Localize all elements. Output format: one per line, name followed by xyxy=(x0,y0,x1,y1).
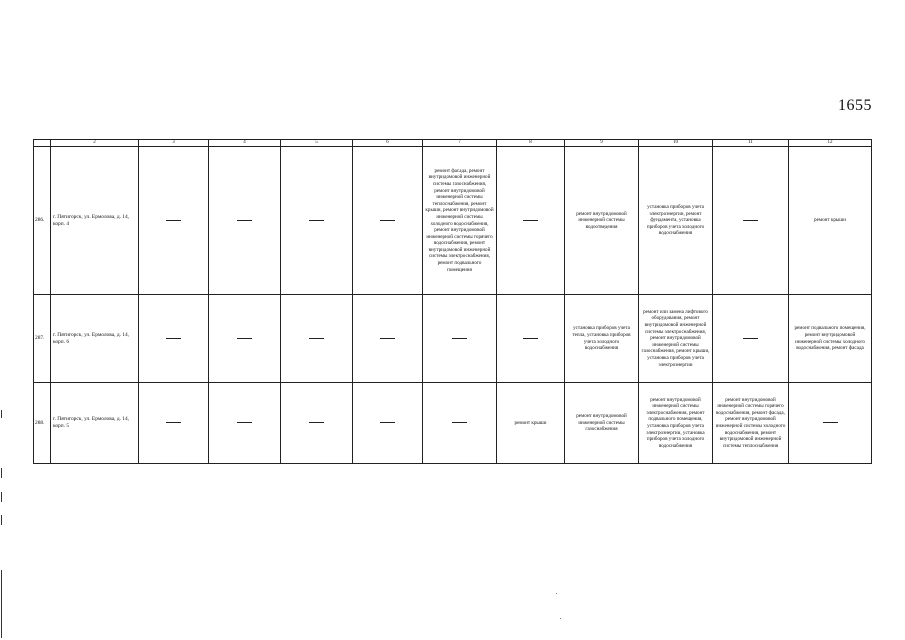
empty-dash xyxy=(380,422,395,423)
cell-col-9: ремонт внутридомовой инженерной системы водоотведения xyxy=(565,147,639,295)
address-cell: г. Пятигорск, ул. Ермолова, д. 14, корп. 6 xyxy=(51,295,139,383)
column-header: 11 xyxy=(713,140,789,147)
row-number: 288. xyxy=(34,383,51,464)
empty-dash xyxy=(523,220,538,221)
cell-col-12 xyxy=(789,383,872,464)
column-header: 5 xyxy=(281,140,353,147)
cell-col-11 xyxy=(713,147,789,295)
table-row xyxy=(34,147,872,295)
cell-col-8 xyxy=(497,295,565,383)
cell-col-3 xyxy=(139,147,209,295)
cell-col-3 xyxy=(139,295,209,383)
cell-col-7 xyxy=(423,383,497,464)
empty-dash xyxy=(309,220,324,221)
scan-edge-mark xyxy=(1,410,2,418)
empty-dash xyxy=(452,422,467,423)
column-header: 6 xyxy=(353,140,423,147)
empty-dash xyxy=(166,338,181,339)
cell-col-6 xyxy=(353,147,423,295)
empty-dash xyxy=(166,220,181,221)
cell-col-9: установка приборов учета тепла, установка приборов учета холодного водоснабжения xyxy=(565,295,639,383)
cell-col-11: ремонт внутридомовой инженерной системы горячего водоснабжения, ремонт фасада, ремонт внутридомовой инженерной системы холодного водоснабжения, ремонт внутридомовой инженерной системы теплоснабжения xyxy=(713,383,789,464)
page-number: 1655 xyxy=(838,97,872,114)
row-number: 286. xyxy=(34,147,51,295)
table-row xyxy=(34,295,872,383)
cell-col-8: ремонт крыши xyxy=(497,383,565,464)
cell-col-6 xyxy=(353,295,423,383)
cell-col-4 xyxy=(209,147,281,295)
address-cell: г. Пятигорск, ул. Ермолова, д. 14, корп. 5 xyxy=(51,383,139,464)
cell-col-3 xyxy=(139,383,209,464)
empty-dash xyxy=(237,422,252,423)
empty-dash xyxy=(743,338,758,339)
column-header: 4 xyxy=(209,140,281,147)
column-header: 3 xyxy=(139,140,209,147)
cell-col-8 xyxy=(497,147,565,295)
scan-speck xyxy=(556,593,557,594)
cell-col-5 xyxy=(281,147,353,295)
cell-col-4 xyxy=(209,383,281,464)
column-header: 10 xyxy=(639,140,713,147)
empty-dash xyxy=(380,220,395,221)
empty-dash xyxy=(452,338,467,339)
address-cell: г. Пятигорск, ул. Ермолова, д. 14, корп. 4 xyxy=(51,147,139,295)
scan-edge-mark xyxy=(1,468,2,478)
cell-col-6 xyxy=(353,383,423,464)
scan-edge-mark xyxy=(1,570,2,638)
empty-dash xyxy=(166,422,181,423)
cell-col-10: установка приборов учета электроэнергии, ремонт фундамента, установка приборов учета холодного водоснабжения xyxy=(639,147,713,295)
housing-repair-table xyxy=(33,139,872,464)
column-header: 12 xyxy=(789,140,872,147)
empty-dash xyxy=(237,220,252,221)
cell-col-5 xyxy=(281,295,353,383)
column-header: 2 xyxy=(51,140,139,147)
column-header: 8 xyxy=(497,140,565,147)
cell-col-5 xyxy=(281,383,353,464)
empty-dash xyxy=(309,422,324,423)
cell-col-7: ремонт фасада, ремонт внутридомовой инженерной системы газоснабжения, ремонт внутридомовой инженерной системы теплоснабжения, ремонт крыши, ремонт внутридомовой инженерной системы холодного водоснабжения, ремонт внутридомовой инженерной системы горячего водоснабжения, ремонт внутридомовой инженерной системы электроснабжения, ремонт подвального помещения xyxy=(423,147,497,295)
empty-dash xyxy=(523,338,538,339)
table-row xyxy=(34,383,872,464)
cell-col-12: ремонт крыши xyxy=(789,147,872,295)
scan-speck xyxy=(560,618,561,619)
empty-dash xyxy=(823,422,838,423)
empty-dash xyxy=(743,220,758,221)
empty-dash xyxy=(237,338,252,339)
column-number-row xyxy=(34,140,872,147)
cell-col-9: ремонт внутридомовой инженерной системы газоснабжения xyxy=(565,383,639,464)
cell-col-7 xyxy=(423,295,497,383)
column-header: 9 xyxy=(565,140,639,147)
empty-dash xyxy=(309,338,324,339)
column-header xyxy=(34,140,51,147)
scan-edge-mark xyxy=(1,515,2,525)
column-header: 7 xyxy=(423,140,497,147)
cell-col-10: ремонт внутридомовой инженерной системы электроснабжения, ремонт подвального помещения, установка приборов учета электроэнергии, установка приборов учета холодного водоснабжения xyxy=(639,383,713,464)
cell-col-10: ремонт или замена лифтового оборудования, ремонт внутридомовой инженерной системы электроснабжения, ремонт внутридомовой инженерной системы газоснабжения, ремонт крыши, установка приборов учета электроэнергии xyxy=(639,295,713,383)
empty-dash xyxy=(380,338,395,339)
cell-col-4 xyxy=(209,295,281,383)
cell-col-12: ремонт подвального помещения, ремонт внутридомовой инженерной системы холодного водоснабжения, ремонт фасада xyxy=(789,295,872,383)
cell-col-11 xyxy=(713,295,789,383)
scan-edge-mark xyxy=(1,492,2,502)
row-number: 287. xyxy=(34,295,51,383)
